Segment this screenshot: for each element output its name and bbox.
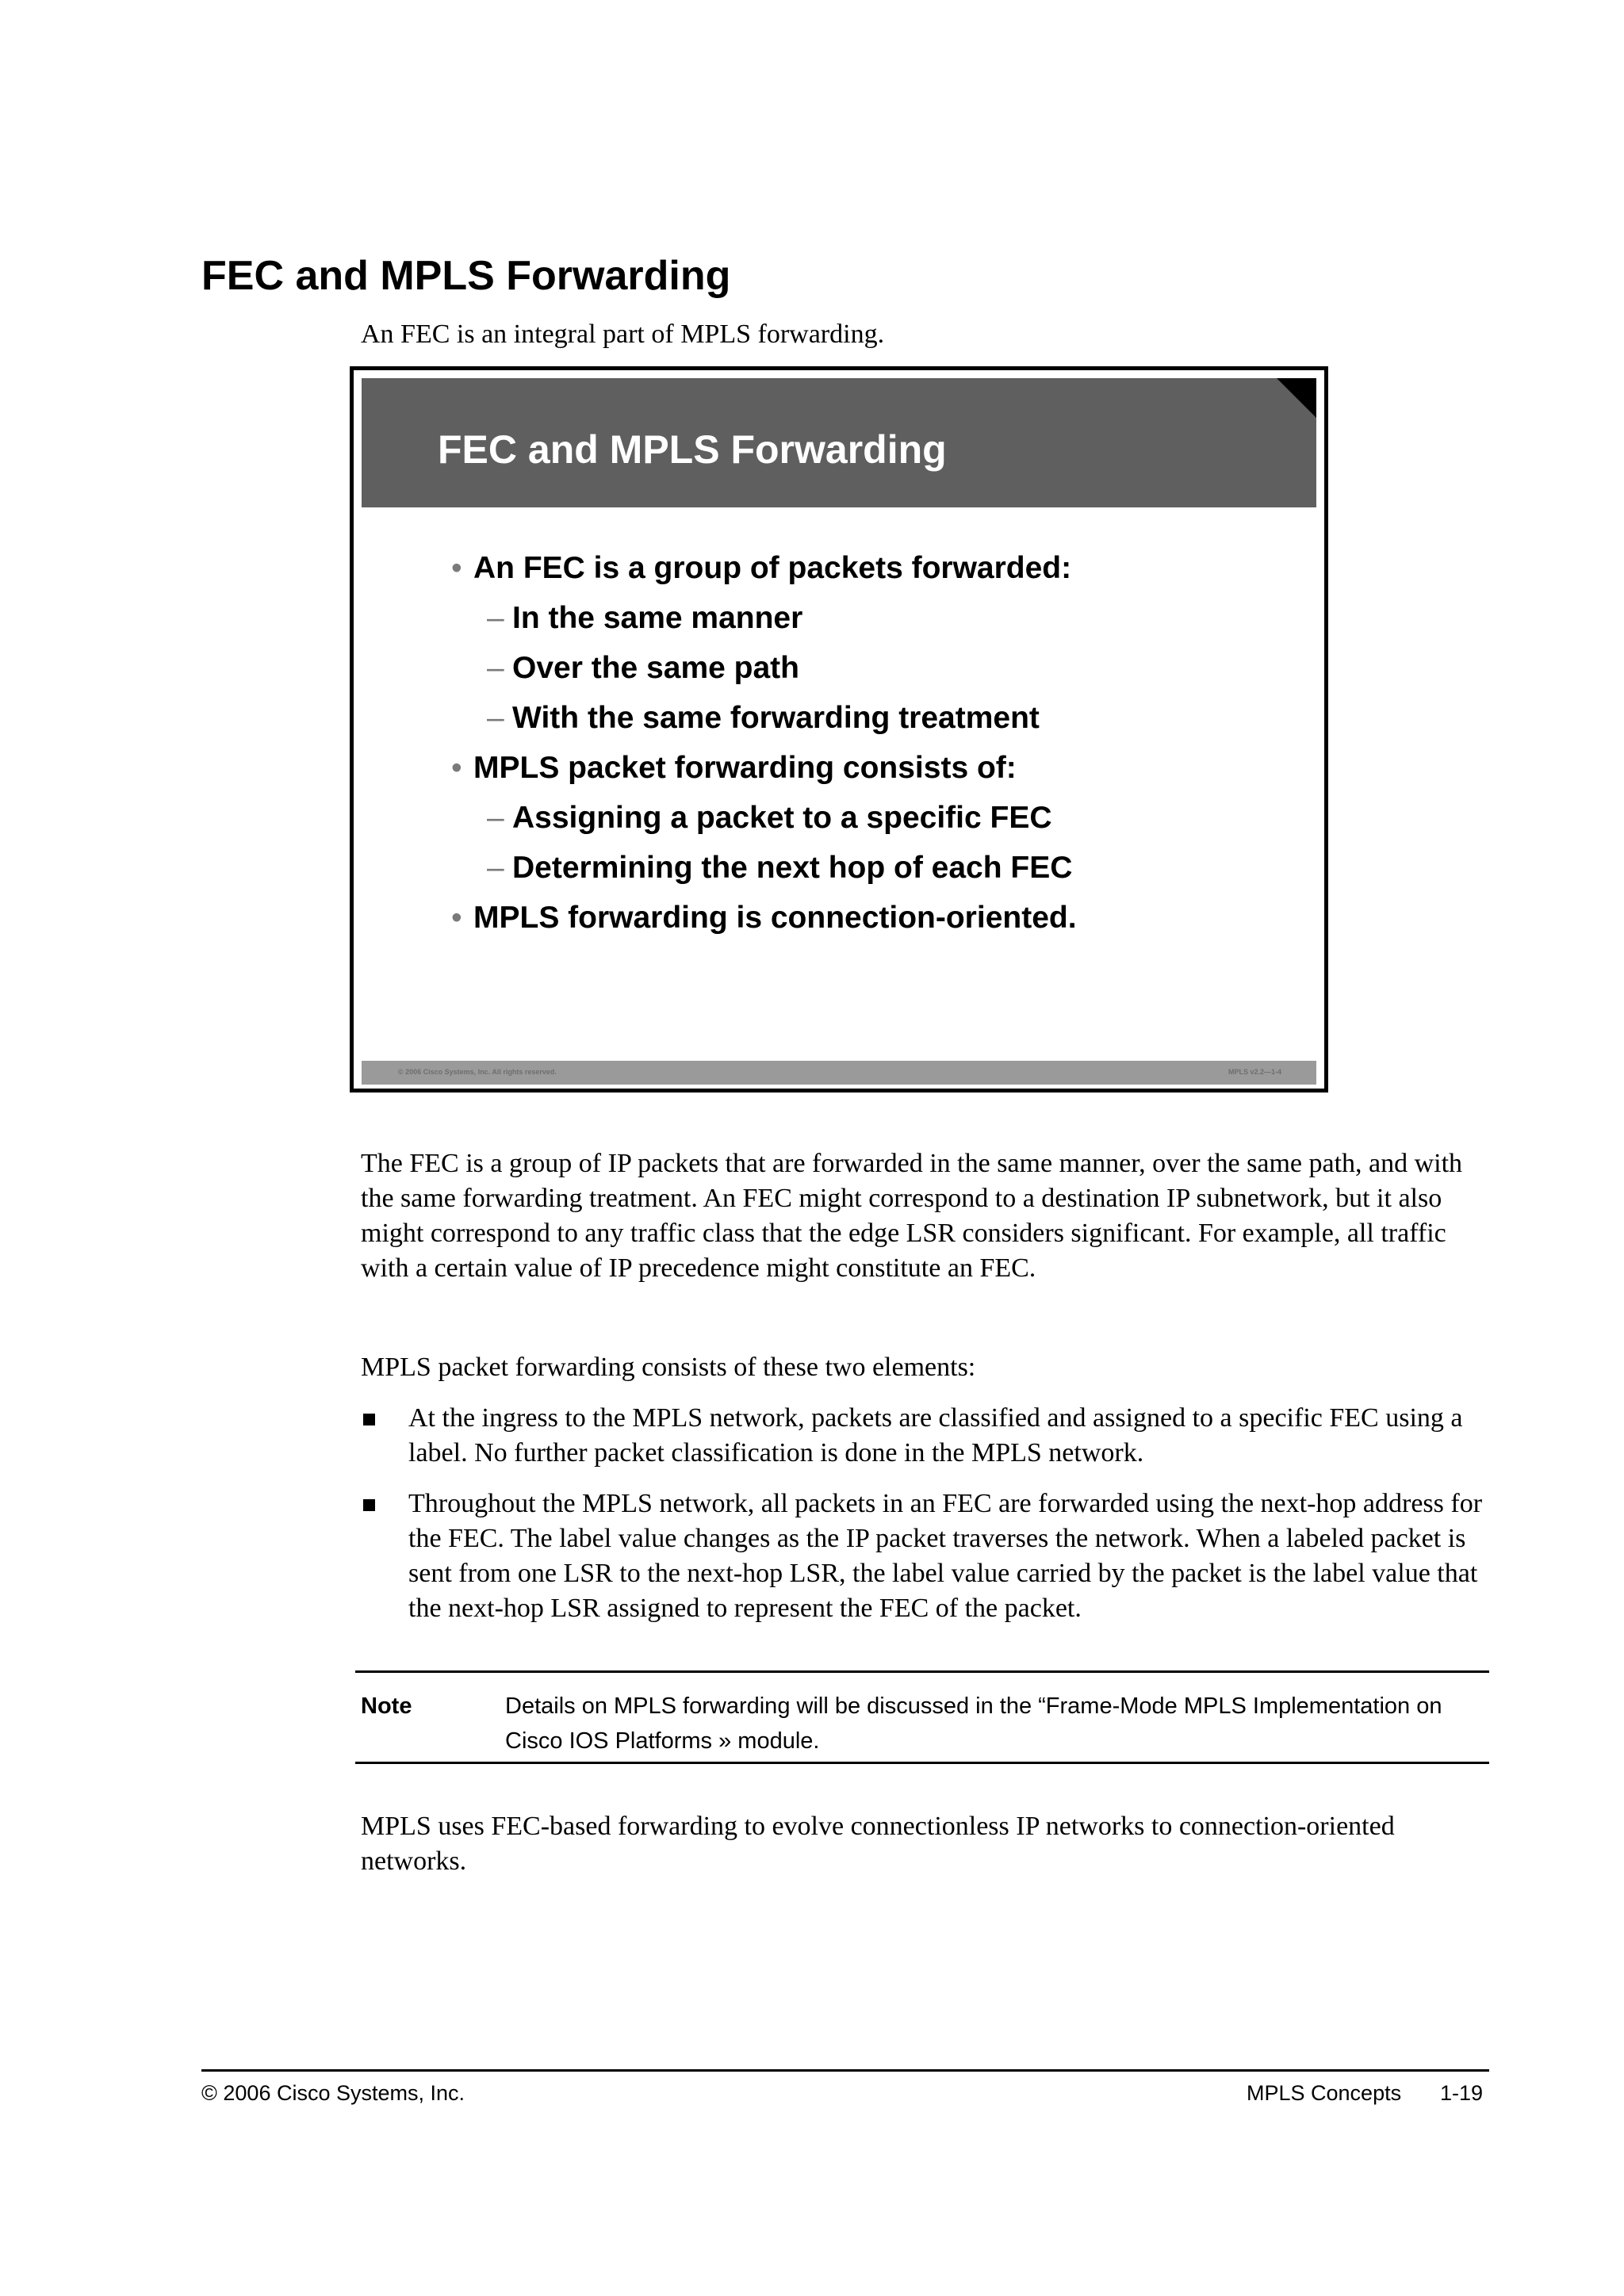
bullet-marker: • <box>451 901 462 935</box>
body-paragraph: MPLS packet forwarding consists of these two elements: <box>361 1353 976 1382</box>
bullet-marker: • <box>451 751 462 785</box>
slide-bullet-text: In the same manner <box>512 601 803 635</box>
slide-copyright: © 2006 Cisco Systems, Inc. All rights reserved. <box>398 1068 557 1076</box>
note-top-rule <box>355 1670 1489 1673</box>
dash-marker: – <box>487 851 504 885</box>
footer-copyright: © 2006 Cisco Systems, Inc. <box>201 2081 465 2105</box>
body-paragraph: The FEC is a group of IP packets that are forwarded in the same manner, over the same path, and with the same forwarding treatment. An FEC might correspond to a destination IP subnetwork, but it also might correspond to any traffic class that the edge LSR considers significant. For example, all traffic with a certain value of IP precedence might constitute an FEC. <box>361 1149 1463 1283</box>
body-bullet-text: At the ingress to the MPLS network, packets are classified and assigned to a specific FEC using a label. No further packet classification is done in the MPLS network. <box>408 1403 1463 1468</box>
bullet-marker: • <box>451 551 462 585</box>
slide-bullet-text: Over the same path <box>512 651 799 685</box>
slide-subbullet <box>487 599 802 638</box>
slide-bullet-text: MPLS packet forwarding consists of: <box>473 751 1017 785</box>
footer-rule <box>201 2069 1489 2072</box>
slide-subbullet <box>487 698 1040 738</box>
slide-bullet <box>451 898 1077 938</box>
body-bullet <box>361 1401 1487 1471</box>
note-text: Details on MPLS forwarding will be discussed in the “Frame-Mode MPLS Implementation on Cisco IOS Platforms » module. <box>505 1693 1442 1754</box>
dash-marker: – <box>487 701 504 735</box>
dash-marker: – <box>487 651 504 685</box>
note-bottom-rule <box>355 1762 1489 1764</box>
slide-subbullet <box>487 798 1052 838</box>
dash-marker: – <box>487 801 504 835</box>
slide-bullet <box>451 549 1071 588</box>
slide-number: MPLS v2.2—1-4 <box>1228 1068 1281 1076</box>
slide-bullet-text: An FEC is a group of packets forwarded: <box>473 551 1072 585</box>
slide-bullet-text: Determining the next hop of each FEC <box>512 851 1073 885</box>
square-bullet-icon <box>363 1414 375 1425</box>
slide-bullet-text: Assigning a packet to a specific FEC <box>512 801 1052 835</box>
footer-section: MPLS Concepts <box>1247 2081 1402 2105</box>
slide-figure <box>350 366 1328 1093</box>
note-label: Note <box>361 1693 412 1719</box>
slide-bullet-list <box>354 370 1324 1089</box>
slide-subbullet <box>487 848 1072 888</box>
slide-title: FEC and MPLS Forwarding <box>438 427 947 472</box>
slide-bullet <box>451 748 1017 788</box>
square-bullet-icon <box>363 1499 375 1511</box>
slide-bullet-text: With the same forwarding treatment <box>512 701 1040 735</box>
footer-page-number: 1-19 <box>1440 2081 1484 2105</box>
dash-marker: – <box>487 601 504 635</box>
body-bullet-text: Throughout the MPLS network, all packets in an FEC are forwarded using the next-hop address for the FEC. The label value changes as the IP packet traverses the network. When a labeled packet is sent from one LSR to the next-hop LSR, the label value carried by the packet is the label value that the next-hop LSR assigned to represent the FEC of the packet. <box>408 1489 1483 1623</box>
body-bullet <box>361 1487 1487 1626</box>
slide-subbullet <box>487 649 799 688</box>
slide-footer <box>362 1061 1316 1085</box>
body-paragraph: MPLS uses FEC-based forwarding to evolve connectionless IP networks to connection-oriented networks. <box>361 1812 1395 1876</box>
slide-bullet-text: MPLS forwarding is connection-oriented. <box>473 901 1077 935</box>
intro-text: An FEC is an integral part of MPLS forwarding. <box>361 320 885 349</box>
page-title: FEC and MPLS Forwarding <box>201 253 731 299</box>
